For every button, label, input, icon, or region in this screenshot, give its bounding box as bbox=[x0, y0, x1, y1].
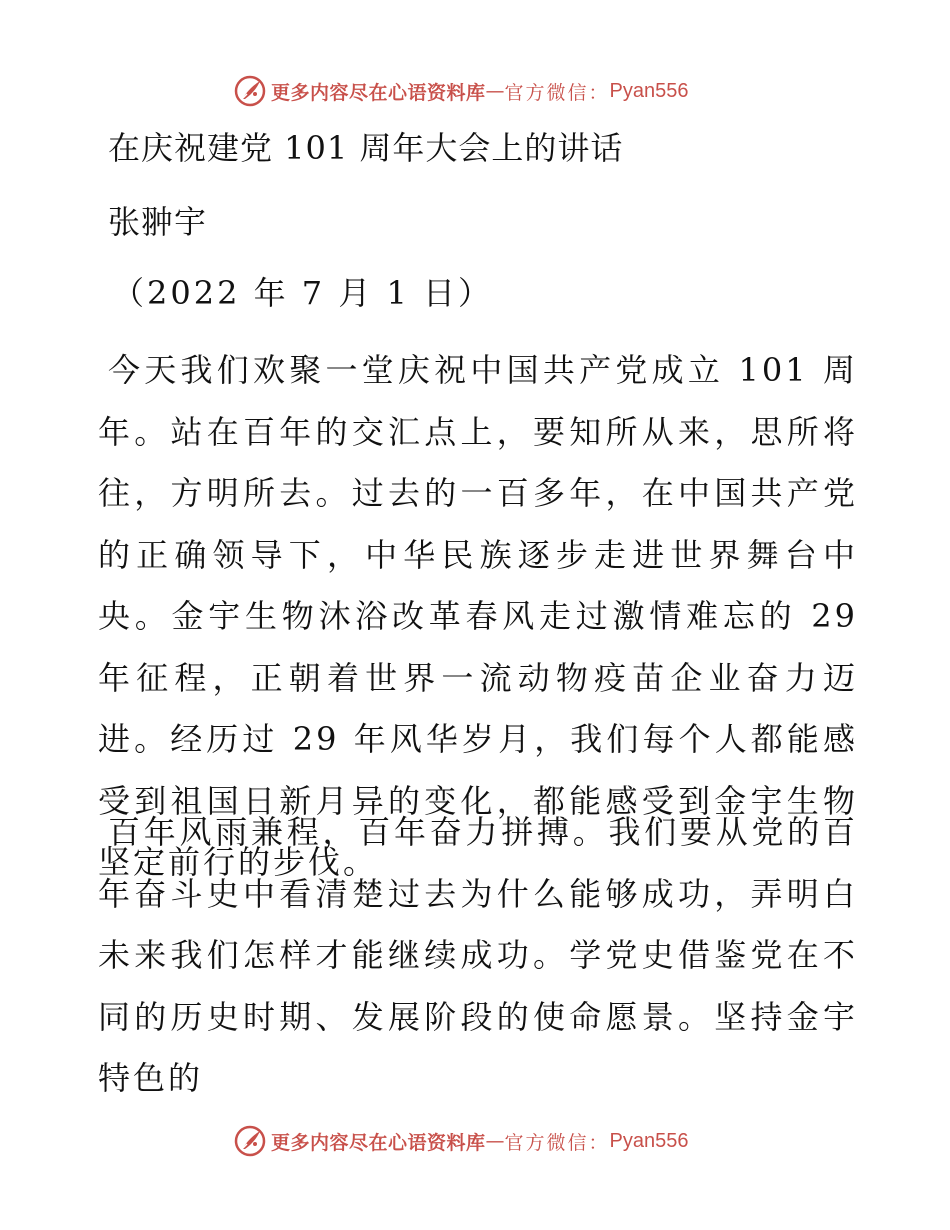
document-date: （2022 年 7 月 1 日） bbox=[112, 274, 494, 312]
quill-pen-logo-icon bbox=[233, 74, 267, 108]
quill-pen-logo-icon bbox=[233, 1124, 267, 1158]
header-watermark-banner bbox=[233, 74, 689, 108]
banner-account: Pyan556 bbox=[609, 79, 689, 102]
banner-wechat-label: 官方微信： bbox=[504, 81, 610, 104]
banner-account: Pyan556 bbox=[609, 1129, 689, 1152]
banner-wechat-label: 官方微信： bbox=[504, 1131, 610, 1154]
banner-brand-text: 更多内容尽在心语资料库 bbox=[271, 1131, 486, 1154]
banner-separator: — bbox=[485, 80, 505, 102]
body-paragraph-1: 今天我们欢聚一堂庆祝中国共产党成立 101 周年。站在百年的交汇点上，要知所从来，思所将往，方明所去。过去的一百多年，在中国共产党的正确领导下，中华民族逐步走进世界舞台中央。金宇生物沐浴改革春风走过激情难忘的 29 年征程，正朝着世界一流动物疫苗企业奋力迈进。经历过 29 年风华岁月，我们每个人都能感受到祖国日新月异的变化，都能感受到金宇生物坚定前行的步伐。 bbox=[98, 351, 858, 881]
document-title: 在庆祝建党 101 周年大会上的讲话 bbox=[108, 129, 624, 167]
document-author: 张翀宇 bbox=[108, 203, 208, 241]
footer-watermark-banner bbox=[233, 1124, 689, 1158]
banner-separator: — bbox=[485, 1130, 505, 1152]
banner-brand-text: 更多内容尽在心语资料库 bbox=[271, 81, 486, 104]
body-paragraph-2: 百年风雨兼程，百年奋力拼搏。我们要从党的百年奋斗史中看清楚过去为什么能够成功，弄明白未来我们怎样才能继续成功。学党史借鉴党在不同的历史时期、发展阶段的使命愿景。坚持金宇特色的 bbox=[98, 813, 858, 1097]
